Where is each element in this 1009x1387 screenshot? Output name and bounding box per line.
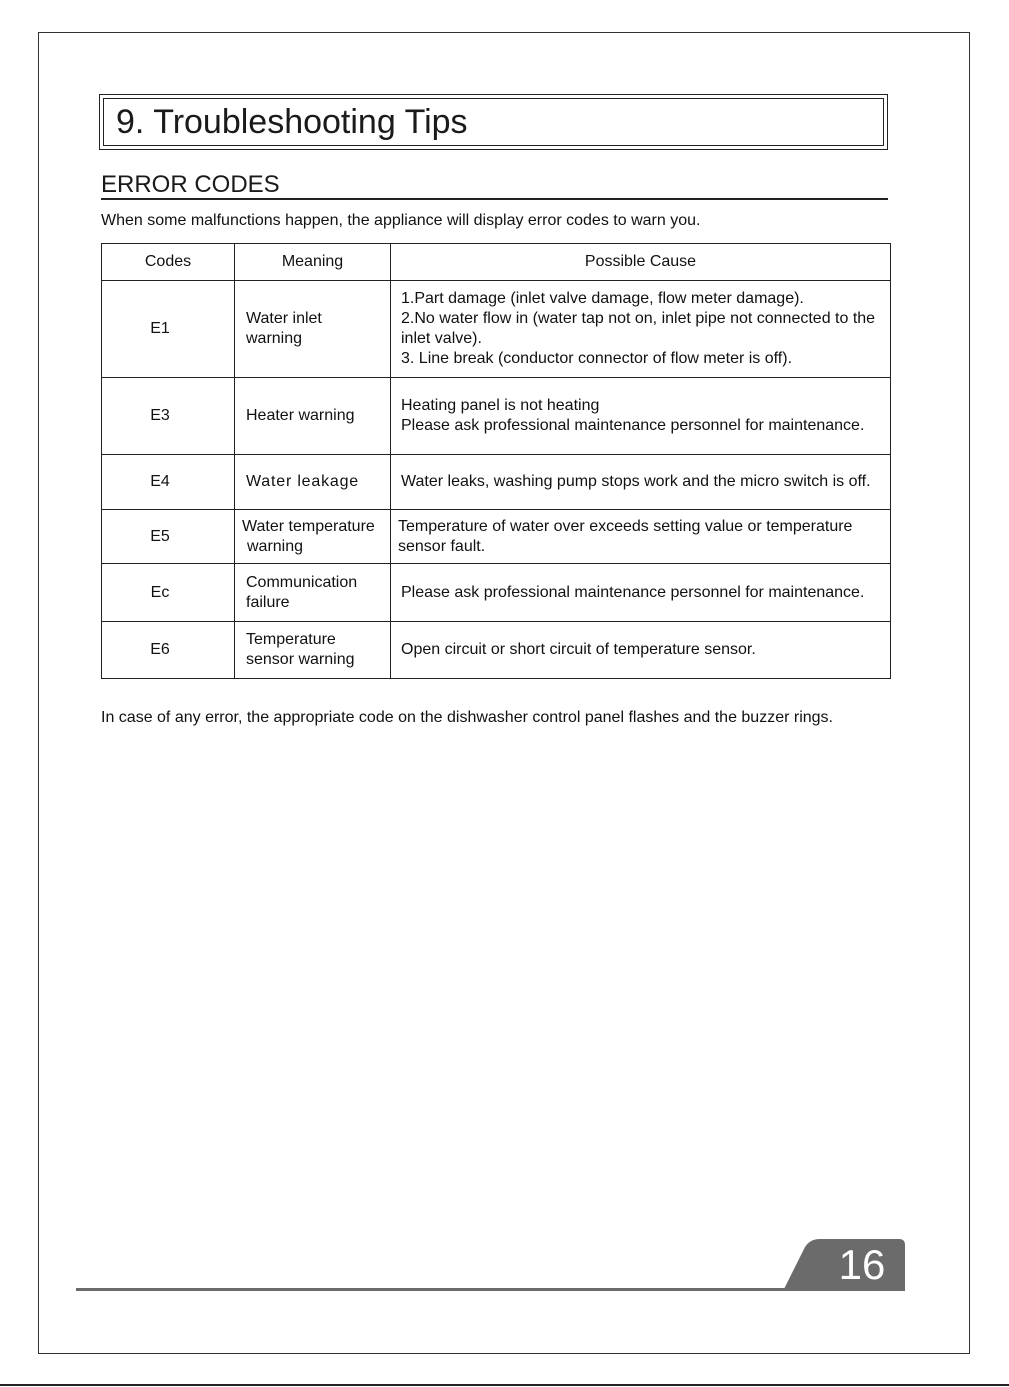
error-codes-table <box>101 243 891 679</box>
error-code: E1 <box>102 281 235 378</box>
error-cause <box>391 378 891 455</box>
meaning-line: warning <box>246 330 303 347</box>
meaning-line: warning <box>247 537 304 555</box>
title-box <box>99 94 888 150</box>
error-code: E6 <box>102 622 235 679</box>
bottom-edge-rule <box>0 1384 1009 1386</box>
error-meaning <box>235 455 391 510</box>
table-row <box>102 564 891 622</box>
table-row <box>102 455 891 510</box>
error-meaning <box>235 378 391 455</box>
cause-line: 1.Part damage (inlet valve damage, flow meter damage). <box>401 290 804 307</box>
error-meaning <box>235 510 391 564</box>
footer-rule <box>76 1288 866 1291</box>
cause-line: Temperature of water over exceeds setting value or temperature sensor fault. <box>398 517 853 555</box>
meaning-line: Water inlet <box>246 310 322 327</box>
meaning-line: Water leakage <box>246 473 359 490</box>
error-meaning <box>235 564 391 622</box>
meaning-line: Communication <box>246 573 358 591</box>
cause-line: 2.No water flow in (water tap not on, inlet pipe not connected to the inlet valve). <box>401 310 876 347</box>
meaning-line: failure <box>246 593 290 611</box>
header-cause: Possible Cause <box>391 244 891 281</box>
section-heading: ERROR CODES <box>101 170 888 200</box>
header-codes: Codes <box>102 244 235 281</box>
page-number: 16 <box>838 1241 886 1288</box>
footer-note: In case of any error, the appropriate code on the dishwasher control panel flashes and the buzzer rings. <box>101 709 833 726</box>
intro-text: When some malfunctions happen, the appliance will display error codes to warn you. <box>101 212 701 229</box>
table-row <box>102 510 891 564</box>
error-code: E4 <box>102 455 235 510</box>
cause-line: 3. Line break (conductor connector of flow meter is off). <box>401 350 793 367</box>
table-row <box>102 378 891 455</box>
error-code: E3 <box>102 378 235 455</box>
page-title: 9. Troubleshooting Tips <box>103 98 884 146</box>
error-cause <box>391 622 891 679</box>
table-header-row <box>102 244 891 281</box>
error-code: E5 <box>102 510 235 564</box>
meaning-line: Water temperature <box>242 517 375 535</box>
error-code: Ec <box>102 564 235 622</box>
meaning-line: Temperature <box>246 631 336 648</box>
error-cause <box>391 455 891 510</box>
cause-line: Open circuit or short circuit of temperature sensor. <box>401 641 756 658</box>
table-row <box>102 281 891 378</box>
error-cause <box>391 564 891 622</box>
table-row <box>102 622 891 679</box>
meaning-line: Heater warning <box>246 407 355 424</box>
cause-line: Please ask professional maintenance personnel for maintenance. <box>401 417 865 434</box>
error-cause <box>391 510 891 564</box>
header-meaning: Meaning <box>235 244 391 281</box>
cause-line: Please ask professional maintenance personnel for maintenance. <box>401 583 865 601</box>
meaning-line: sensor warning <box>246 651 355 668</box>
cause-line: Heating panel is not heating <box>401 397 600 414</box>
error-meaning <box>235 281 391 378</box>
error-cause <box>391 281 891 378</box>
error-meaning <box>235 622 391 679</box>
cause-line: Water leaks, washing pump stops work and the micro switch is off. <box>401 473 871 490</box>
